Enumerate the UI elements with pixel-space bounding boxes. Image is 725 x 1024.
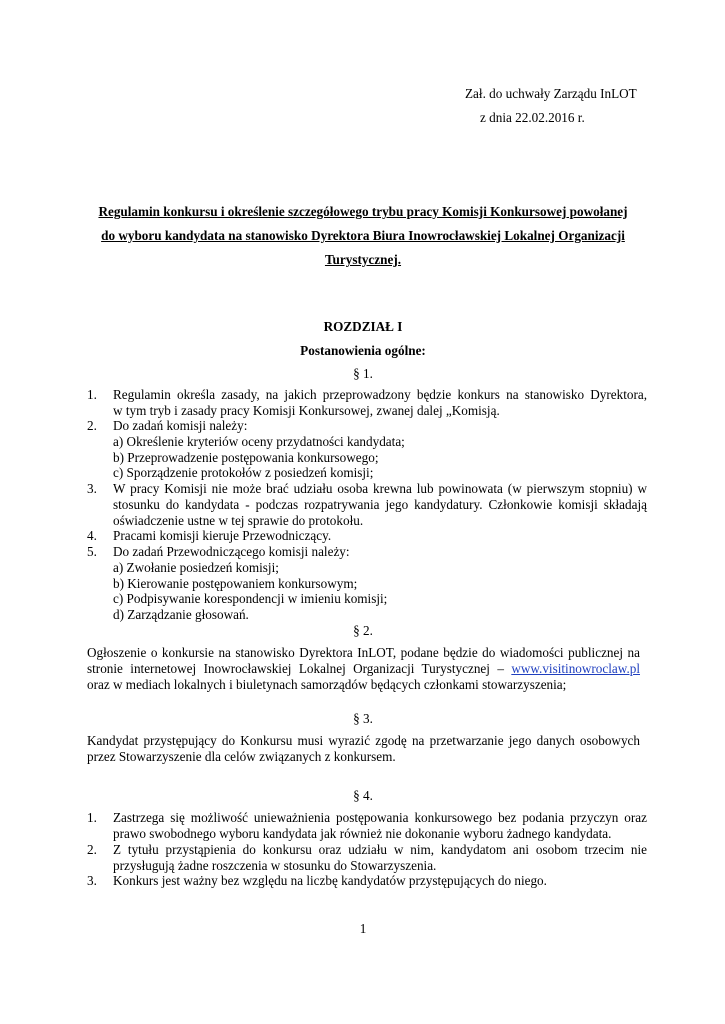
chapter-subheading: Postanowienia ogólne: [300,343,426,358]
list-item-text: Z tytułu przystąpienia do konkursu oraz udziału w nim, kandydatom ani osobom trzecim nie [113,842,647,857]
list-item-number: 1. [87,387,97,402]
list-item-text: prawo swobodnego wyboru kandydata jak również nie dokonanie wyboru żadnego kandydata. [113,826,612,841]
page-number: 1 [359,921,367,936]
list-item-number: 4. [87,528,97,543]
paragraph-text: stronie internetowej Inowrocławskiej Lokalnej Organizacji Turystycznej – [87,661,504,676]
paragraph-line: Kandydat przystępujący do Konkursu musi wyrazić zgodę na przetwarzanie jego danych osobowych [87,733,640,748]
sub-list-item: c) Podpisywanie korespondencji w imieniu komisji; [113,591,388,606]
document-title-line-2: do wyboru kandydata na stanowisko Dyrektora Biura Inowrocławskiej Lokalnej Organizacji [101,228,625,243]
attachment-date: z dnia 22.02.2016 r. [480,110,585,125]
list-item-text: Do zadań komisji należy: [113,418,248,433]
sub-list-item: a) Określenie kryteriów oceny przydatności kandydata; [113,434,405,449]
website-link[interactable]: www.visitinowroclaw.pl [511,661,640,676]
paragraph-line: Ogłoszenie o konkursie na stanowisko Dyrektora InLOT, podane będzie do wiadomości publicznej na [87,645,640,660]
list-item-text: oświadczenie ustne w tej sprawie do protokołu. [113,513,364,528]
list-item-text: w tym tryb i zasady pracy Komisji Konkursowej, zwanej dalej „Komisją. [113,403,500,418]
list-item-number: 5. [87,544,97,559]
list-item-text: Do zadań Przewodniczącego komisji należy: [113,544,350,559]
section-2-paragraph [87,645,640,693]
list-item-number: 2. [87,842,97,857]
sub-list-item: b) Przeprowadzenie postępowania konkursowego; [113,450,379,465]
list-item-number: 3. [87,873,97,888]
document-title-line-3: Turystycznej. [324,252,402,267]
list-item-text: stosunku do kandydata - podczas rozpatrywania jego kandydatury. Członkowie komisji składają [113,497,647,512]
paragraph-line: oraz w mediach lokalnych i biuletynach samorządów będących członkami stowarzyszenia; [87,677,567,692]
sub-list-item: d) Zarządzanie głosowań. [113,607,249,622]
section-mark-3: § 3. [353,711,373,726]
list-item-text: przysługują żadne roszczenia w stosunku do Stowarzyszenia. [113,858,437,873]
section-mark-1: § 1. [353,366,373,381]
sub-list-item: a) Zwołanie posiedzeń komisji; [113,560,279,575]
section-mark-2: § 2. [353,623,373,638]
list-item-text: Konkurs jest ważny bez względu na liczbę kandydatów przystępujących do niego. [113,873,547,888]
attachment-note: Zał. do uchwały Zarządu InLOT [465,86,637,101]
list-item-text: Regulamin określa zasady, na jakich przeprowadzony będzie konkurs na stanowisko Dyrektora, [113,387,647,402]
section-mark-4: § 4. [353,788,373,803]
list-item-text: Pracami komisji kieruje Przewodniczący. [113,528,332,543]
list-item-text: Zastrzega się możliwość unieważnienia postępowania konkursowego bez podania przyczyn oraz [113,810,647,825]
paragraph-line: przez Stowarzyszenie dla celów związanych z konkursem. [87,749,396,764]
list-item-number: 1. [87,810,97,825]
paragraph-line [87,661,640,677]
sub-list-item: b) Kierowanie postępowaniem konkursowym; [113,576,358,591]
document-title-line-1: Regulamin konkursu i określenie szczegółowego trybu pracy Komisji Konkursowej powołanej [98,204,628,219]
sub-list-item: c) Sporządzenie protokołów z posiedzeń komisji; [113,465,374,480]
chapter-heading: ROZDZIAŁ I [323,319,403,334]
section-3-paragraph [87,733,640,765]
list-item-number: 3. [87,481,97,496]
list-item-number: 2. [87,418,97,433]
list-item-text: W pracy Komisji nie może brać udziału osoba krewna lub powinowata (w pierwszym stopniu) w [113,481,647,496]
